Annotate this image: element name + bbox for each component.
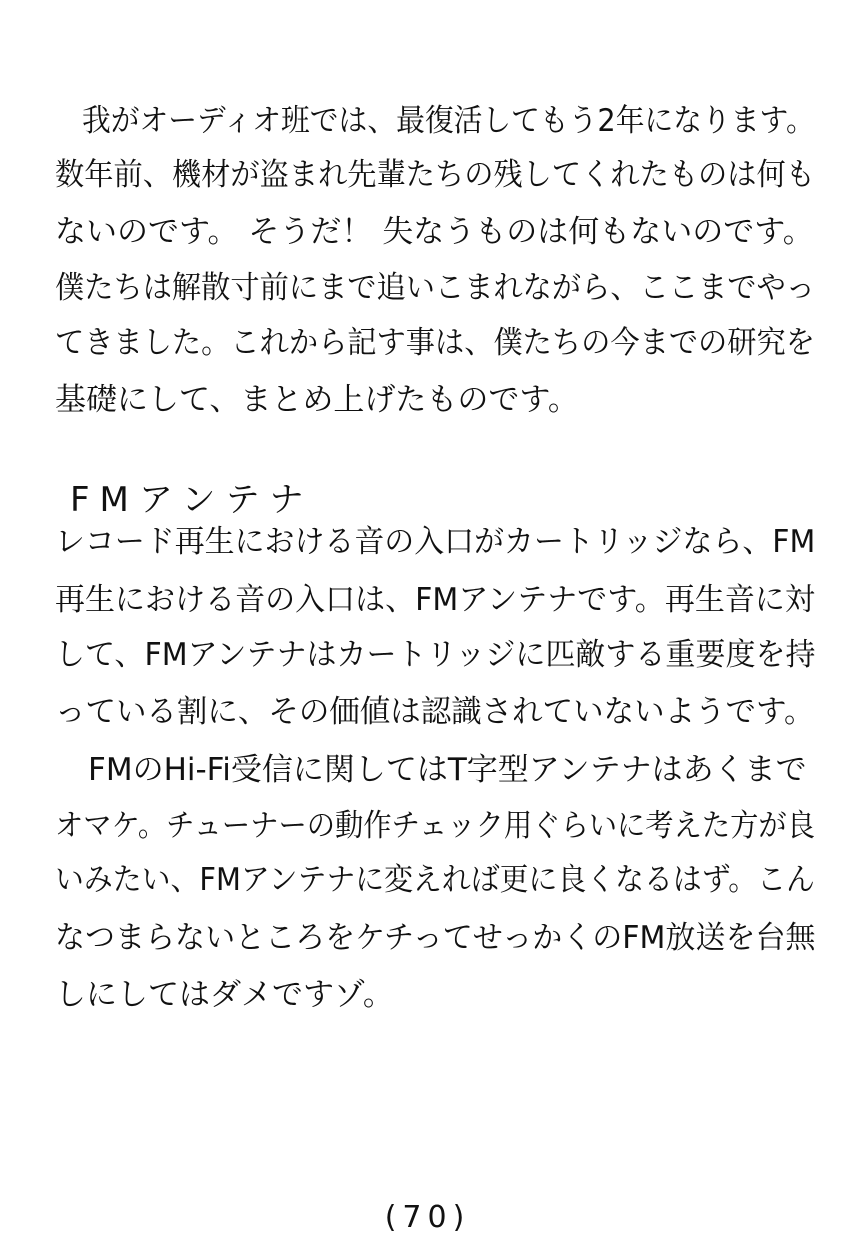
page-number: (70): [384, 1200, 471, 1235]
section-line: オマケ。チューナーの動作チェック用ぐらいに考えた方が良: [55, 808, 816, 844]
paragraph-line: 我がオーディオ班では、最復活してもう2年になります。: [82, 103, 815, 139]
paragraph-line: てきました。これから記す事は、僕たちの今までの研究を: [55, 325, 815, 361]
paragraph-line: 僕たちは解散寸前にまで追いこまれながら、ここまでやっ: [55, 270, 815, 306]
section-line: っている割に、その価値は認識されていないようです。: [55, 694, 815, 730]
paragraph-line: 基礎にして、まとめ上げたものです。: [55, 382, 579, 418]
section-line: しにしてはダメですゾ。: [55, 977, 394, 1013]
section-line: して、FMアンテナはカートリッジに匹敵する重要度を持: [55, 637, 816, 673]
section-line: いみたい、FMアンテナに変えれば更に良くなるはず。こん: [55, 862, 815, 898]
section-line: 再生における音の入口は、FMアンテナです。再生音に対: [55, 582, 815, 618]
paragraph-line: 数年前、機材が盗まれ先輩たちの残してくれたものは何も: [55, 157, 815, 193]
section-heading: FMアンテナ: [70, 480, 314, 520]
section-line: レコード再生における音の入口がカートリッジなら、FM: [55, 524, 816, 560]
section-line: なつまらないところをケチってせっかくのFM放送を台無: [55, 920, 816, 956]
paragraph-line: ないのです。 そうだ！ 失なうものは何もないのです。: [55, 214, 814, 250]
section-line: FMのHi-Fi受信に関してはT字型アンテナはあくまで: [88, 752, 807, 788]
